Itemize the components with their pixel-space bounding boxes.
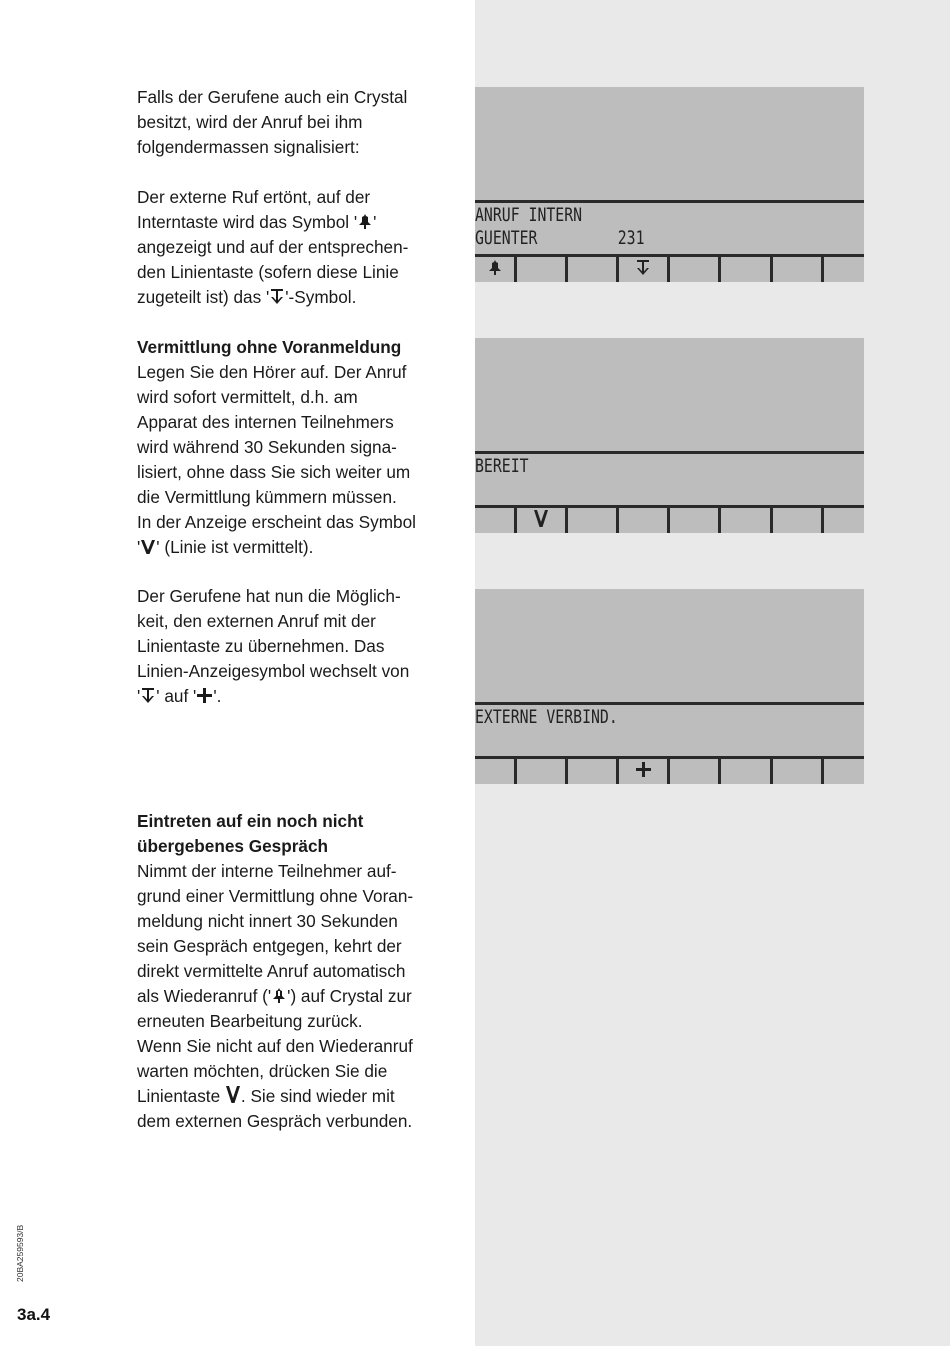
ring-signal-paragraph <box>137 185 447 310</box>
softkey-6[interactable] <box>721 759 769 784</box>
text-line <box>137 684 447 709</box>
softkey-3[interactable] <box>568 257 616 282</box>
text-fragment: Linientaste <box>137 1086 225 1106</box>
softkey-7[interactable] <box>773 508 821 533</box>
softkey-2[interactable] <box>517 759 565 784</box>
down-arrow-icon <box>140 687 156 704</box>
document-code: 20BA259593/B <box>15 1224 25 1282</box>
softkey-4[interactable] <box>619 508 667 533</box>
text-fragment: ' auf ' <box>156 686 197 706</box>
display-line-1: ANRUF INTERN <box>475 204 583 226</box>
text-line: lisiert, ohne dass Sie sich weiter um <box>137 462 411 482</box>
softkey-5[interactable] <box>670 257 718 282</box>
text-line: warten möchten, drücken Sie die <box>137 1061 388 1081</box>
softkey-7[interactable] <box>773 759 821 784</box>
text-line: direkt vermittelte Anruf automatisch <box>137 961 406 981</box>
display-line-1: BEREIT <box>475 455 529 477</box>
section-heading: Vermittlung ohne Voranmeldung <box>137 337 402 357</box>
text-line: erneuten Bearbeitung zurück. <box>137 1011 363 1031</box>
transfer-section <box>137 335 447 560</box>
display-divider <box>475 451 864 454</box>
v-check-icon <box>140 538 156 555</box>
softkey-2[interactable] <box>517 257 565 282</box>
text-fragment: Interntaste wird das Symbol ' <box>137 212 358 232</box>
text-line: Der externe Ruf ertönt, auf der <box>137 187 371 207</box>
softkey-8[interactable] <box>824 759 864 784</box>
softkey-8[interactable] <box>824 508 864 533</box>
text-line: meldung nicht innert 30 Sekunden <box>137 911 398 931</box>
text-line: den Linientaste (sofern diese Linie <box>137 262 399 282</box>
softkey-2[interactable] <box>517 508 565 533</box>
softkey-row <box>475 257 864 282</box>
lcd-display-incoming-call <box>475 87 864 282</box>
softkey-1[interactable] <box>475 508 514 533</box>
text-fragment: ' (Linie ist vermittelt). <box>156 537 314 557</box>
text-line: grund einer Vermittlung ohne Voran- <box>137 886 414 906</box>
softkey-8[interactable] <box>824 257 864 282</box>
softkey-5[interactable] <box>670 759 718 784</box>
text-line: Apparat des internen Teilnehmers <box>137 412 394 432</box>
text-line: Nimmt der interne Teilnehmer auf- <box>137 861 397 881</box>
text-line: keit, den externen Anruf mit der <box>137 611 376 631</box>
v-check-icon <box>225 1085 241 1104</box>
lcd-display-external-connection <box>475 589 864 784</box>
softkey-4[interactable] <box>619 759 667 784</box>
display-divider <box>475 702 864 705</box>
text-fragment: . Sie sind wieder mit <box>240 1086 395 1106</box>
plus-icon <box>635 761 652 782</box>
softkey-3[interactable] <box>568 759 616 784</box>
softkey-4[interactable] <box>619 257 667 282</box>
text-line: dem externen Gespräch verbunden. <box>137 1111 413 1131</box>
plus-icon <box>196 687 213 704</box>
bell-icon <box>487 259 503 280</box>
softkey-3[interactable] <box>568 508 616 533</box>
down-arrow-icon <box>269 288 285 305</box>
text-line: sein Gespräch entgegen, kehrt der <box>137 936 402 956</box>
softkey-7[interactable] <box>773 257 821 282</box>
text-line: Wenn Sie nicht auf den Wiederanruf <box>137 1036 413 1056</box>
text-fragment: ' <box>137 686 141 706</box>
display-line-1: EXTERNE VERBIND. <box>475 706 618 728</box>
softkey-1[interactable] <box>475 257 514 282</box>
lcd-display-ready <box>475 338 864 533</box>
text-line: Falls der Gerufene auch ein Crystal <box>137 87 408 107</box>
text-line: besitzt, wird der Anruf bei ihm <box>137 112 363 132</box>
text-line <box>137 535 447 560</box>
text-fragment: als Wiederanruf (' <box>137 986 272 1006</box>
recall-bell-icon <box>271 987 287 1004</box>
intro-paragraph <box>137 85 447 160</box>
text-line: Linien-Anzeigesymbol wechselt von <box>137 661 410 681</box>
text-line: In der Anzeige erscheint das Symbol <box>137 512 416 532</box>
text-line: wird sofort vermittelt, d.h. am <box>137 387 358 407</box>
text-line <box>137 984 447 1009</box>
text-line <box>137 1084 447 1109</box>
softkey-5[interactable] <box>670 508 718 533</box>
text-line <box>137 210 447 235</box>
section-heading: Eintreten auf ein noch nicht <box>137 811 364 831</box>
text-fragment: zugeteilt ist) das ' <box>137 287 270 307</box>
text-line: wird während 30 Sekunden signa- <box>137 437 397 457</box>
display-divider <box>475 200 864 203</box>
softkey-row <box>475 508 864 533</box>
takeover-paragraph <box>137 584 447 709</box>
text-line: folgendermassen signalisiert: <box>137 137 360 157</box>
softkey-6[interactable] <box>721 508 769 533</box>
softkey-6[interactable] <box>721 257 769 282</box>
text-fragment: '-Symbol. <box>285 287 357 307</box>
page-number: 3a.4 <box>17 1305 51 1324</box>
down-arrow-icon <box>635 259 651 280</box>
section-heading: übergebenes Gespräch <box>137 836 329 856</box>
intervene-section <box>137 809 447 1134</box>
text-line: angezeigt und auf der entsprechen- <box>137 237 409 257</box>
display-line-2: GUENTER 231 <box>475 227 645 249</box>
v-check-icon <box>533 509 549 532</box>
text-fragment: ' <box>137 537 141 557</box>
text-fragment: ') auf Crystal zur <box>287 986 412 1006</box>
text-line: Legen Sie den Hörer auf. Der Anruf <box>137 362 407 382</box>
softkey-1[interactable] <box>475 759 514 784</box>
bell-icon <box>357 213 373 230</box>
text-line: die Vermittlung kümmern müssen. <box>137 487 397 507</box>
text-line <box>137 285 447 310</box>
text-line: Der Gerufene hat nun die Möglich- <box>137 586 401 606</box>
softkey-row <box>475 759 864 784</box>
text-fragment: '. <box>213 686 222 706</box>
text-fragment: ' <box>373 212 377 232</box>
text-line: Linientaste zu übernehmen. Das <box>137 636 385 656</box>
